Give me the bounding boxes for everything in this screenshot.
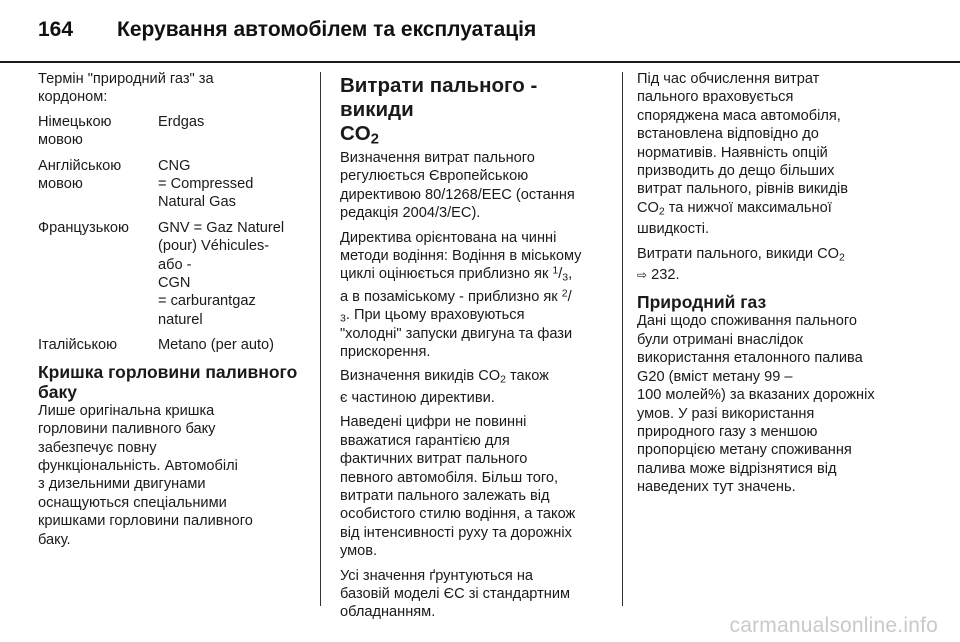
text-line: швидкості. xyxy=(637,221,710,238)
text-line xyxy=(340,265,610,283)
text-line: наведених тут значень. xyxy=(637,479,796,496)
text-line xyxy=(340,306,610,324)
text-line: від інтенсивності руху та дорожніх xyxy=(340,524,572,541)
term-row-german xyxy=(38,113,308,150)
term-value xyxy=(158,157,308,212)
heading-line xyxy=(340,122,610,146)
text-fragment: та нижчої максимальної xyxy=(664,199,832,216)
header-divider xyxy=(0,61,960,63)
text-line: регулюється Європейською xyxy=(340,168,529,185)
text-line: 100 молей%) за вказаних дорожніх xyxy=(637,387,875,404)
text-fragment: Визначення викидів CO xyxy=(340,368,501,385)
fuel-cap-paragraph xyxy=(38,402,308,549)
text-fragment: циклі оцінюється приблизно як xyxy=(340,266,553,283)
column-2 xyxy=(340,70,610,622)
term-language-line: Французькою xyxy=(38,219,129,236)
text-line: обладнанням. xyxy=(340,604,436,621)
text-line: з дизельними двигунами xyxy=(38,476,206,493)
heading-line: Витрати пального - викиди xyxy=(340,74,538,121)
natural-gas-paragraph xyxy=(637,312,937,496)
text-line: G20 (вміст метану 99 – xyxy=(637,368,793,385)
curb-weight-paragraph xyxy=(637,70,937,239)
driving-methods-paragraph xyxy=(340,229,610,362)
column-1 xyxy=(38,70,308,549)
text-line: споряджена маса автомобіля, xyxy=(637,107,841,124)
text-line: призводить до дещо більших xyxy=(637,163,835,180)
text-line: нормативів. Наявність опцій xyxy=(637,144,828,161)
term-language xyxy=(38,219,158,237)
term-value-line: = carburantgaz xyxy=(158,293,256,310)
terms-table xyxy=(38,113,308,355)
fraction-denominator: 3 xyxy=(340,312,346,325)
term-language-line: Італійською xyxy=(38,337,118,354)
term-language-line: мовою xyxy=(38,132,83,149)
term-value-line: CGN xyxy=(158,275,191,292)
column-3 xyxy=(637,70,937,497)
heading-line: баку xyxy=(38,381,78,402)
text-fragment: Витрати пального, викиди CO xyxy=(637,245,839,262)
section-title: Керування автомобілем та експлуатація xyxy=(117,18,537,41)
term-value-line: або - xyxy=(158,256,192,273)
subscript: 2 xyxy=(658,205,665,218)
text-line: функціональність. Автомобілі xyxy=(38,457,238,474)
term-language xyxy=(38,336,158,354)
text-line: забезпечує повну xyxy=(38,439,157,456)
text-line: витрат пального, рівнів викидів xyxy=(637,181,848,198)
text-line: оснащуються спеціальними xyxy=(38,494,227,511)
directive-paragraph xyxy=(340,149,610,223)
text-line: Лише оригінальна кришка xyxy=(38,402,215,419)
term-value-line: = Compressed xyxy=(158,176,254,193)
text-line xyxy=(340,288,610,306)
emissions-paragraph xyxy=(340,367,610,407)
consumption-heading xyxy=(340,74,610,146)
column-divider xyxy=(622,72,623,606)
fraction-slash: / xyxy=(558,266,563,283)
intro-line: кордоном: xyxy=(38,89,108,106)
text-line: були отримані внаслідок xyxy=(637,331,803,348)
text-line: пального враховується xyxy=(637,89,794,106)
text-line: редакція 2004/3/EC). xyxy=(340,205,481,222)
fraction-denominator: 3 xyxy=(562,272,569,285)
term-row-italian xyxy=(38,336,308,354)
text-line xyxy=(637,245,937,263)
text-line: особистого стилю водіння, а також xyxy=(340,506,576,523)
term-value-line: naturel xyxy=(158,311,203,328)
page-number: 164 xyxy=(38,18,74,41)
term-row-french xyxy=(38,219,308,329)
term-value-line: (pour) Véhicules- xyxy=(158,238,270,255)
fuel-cap-heading xyxy=(38,362,308,402)
text-line: пропорцією метану споживання xyxy=(637,442,852,459)
text-line: природного газу з меншою xyxy=(637,423,818,440)
watermark-logo: carmanualsonline.info xyxy=(729,614,938,637)
heading-co: CO xyxy=(340,122,371,145)
term-value xyxy=(158,219,308,329)
text-fragment: також xyxy=(505,368,549,385)
term-value-line: Metano (per auto) xyxy=(158,337,275,354)
column-divider xyxy=(320,72,321,606)
term-value xyxy=(158,336,308,354)
text-line: Усі значення ґрунтуються на xyxy=(340,567,534,584)
text-line: Під час обчислення витрат xyxy=(637,71,820,87)
disclaimer-paragraph xyxy=(340,413,610,560)
term-value-line: Natural Gas xyxy=(158,194,236,211)
text-line xyxy=(340,367,610,385)
text-line: є частиною директиви. xyxy=(340,389,495,406)
text-line: Наведені цифри не повинні xyxy=(340,414,527,431)
text-fragment: . При цьому враховуються xyxy=(345,307,525,324)
text-line: вважатися гарантією для xyxy=(340,432,510,449)
intro-line: Термін "природний газ" за xyxy=(38,71,214,87)
text-line: методи водіння: Водіння в міському xyxy=(340,248,582,265)
heading-subscript: 2 xyxy=(370,131,379,148)
reference-paragraph xyxy=(637,245,937,285)
fraction-slash: / xyxy=(567,288,572,305)
term-value-line: CNG xyxy=(158,157,191,174)
text-fragment: CO xyxy=(637,199,659,216)
term-value-line: Erdgas xyxy=(158,113,205,130)
heading-line: Кришка горловини паливного xyxy=(38,361,298,382)
text-line: палива може відрізнятися від xyxy=(637,460,837,477)
text-line: Директива орієнтована на чинні xyxy=(340,229,557,246)
page-header xyxy=(38,18,536,48)
fraction-numerator: 1 xyxy=(552,264,559,277)
subscript: 2 xyxy=(500,374,506,387)
text-line: витрати пального залежать від xyxy=(340,487,550,504)
term-language-line: Англійською xyxy=(38,157,122,174)
text-line: умов. xyxy=(340,543,378,560)
natural-gas-heading: Природний газ xyxy=(637,292,767,313)
term-row-english xyxy=(38,157,308,212)
base-model-paragraph xyxy=(340,567,610,622)
text-line: прискорення. xyxy=(340,344,431,361)
term-language-line: Німецькою xyxy=(38,113,112,130)
term-language xyxy=(38,157,158,194)
reference-page-number: 232. xyxy=(647,267,680,284)
term-value-line: GNV = Gaz Naturel xyxy=(158,219,285,236)
text-fragment: , xyxy=(568,266,573,283)
text-line: баку. xyxy=(38,531,71,548)
text-line: встановлена відповідно до xyxy=(637,126,819,143)
term-language xyxy=(38,113,158,150)
text-line: Дані щодо споживання пального xyxy=(637,313,857,330)
text-line: умов. У разі використання xyxy=(637,405,815,422)
text-line: "холодні" запуски двигуна та фази xyxy=(340,325,573,342)
text-line: горловини паливного баку xyxy=(38,421,216,438)
fraction-numerator: 2 xyxy=(561,287,568,300)
text-line: використання еталонного палива xyxy=(637,350,863,367)
text-line: директивою 80/1268/EEC (остання xyxy=(340,186,575,203)
intro-paragraph xyxy=(38,70,308,107)
page-reference-link[interactable] xyxy=(637,266,937,284)
text-line: Визначення витрат пального xyxy=(340,150,535,166)
arrow-right-icon: ⇨ xyxy=(637,268,648,283)
term-language-line: мовою xyxy=(38,176,83,193)
term-value xyxy=(158,113,308,131)
subscript: 2 xyxy=(838,251,845,264)
text-line: кришками горловини паливного xyxy=(38,513,253,530)
text-line: певного автомобіля. Більш того, xyxy=(340,469,559,486)
text-line: базовій моделі ЄС зі стандартним xyxy=(340,585,571,602)
text-fragment: а в позаміському - приблизно як xyxy=(340,288,562,305)
text-line xyxy=(637,199,937,217)
text-line: фактичних витрат пального xyxy=(340,451,528,468)
